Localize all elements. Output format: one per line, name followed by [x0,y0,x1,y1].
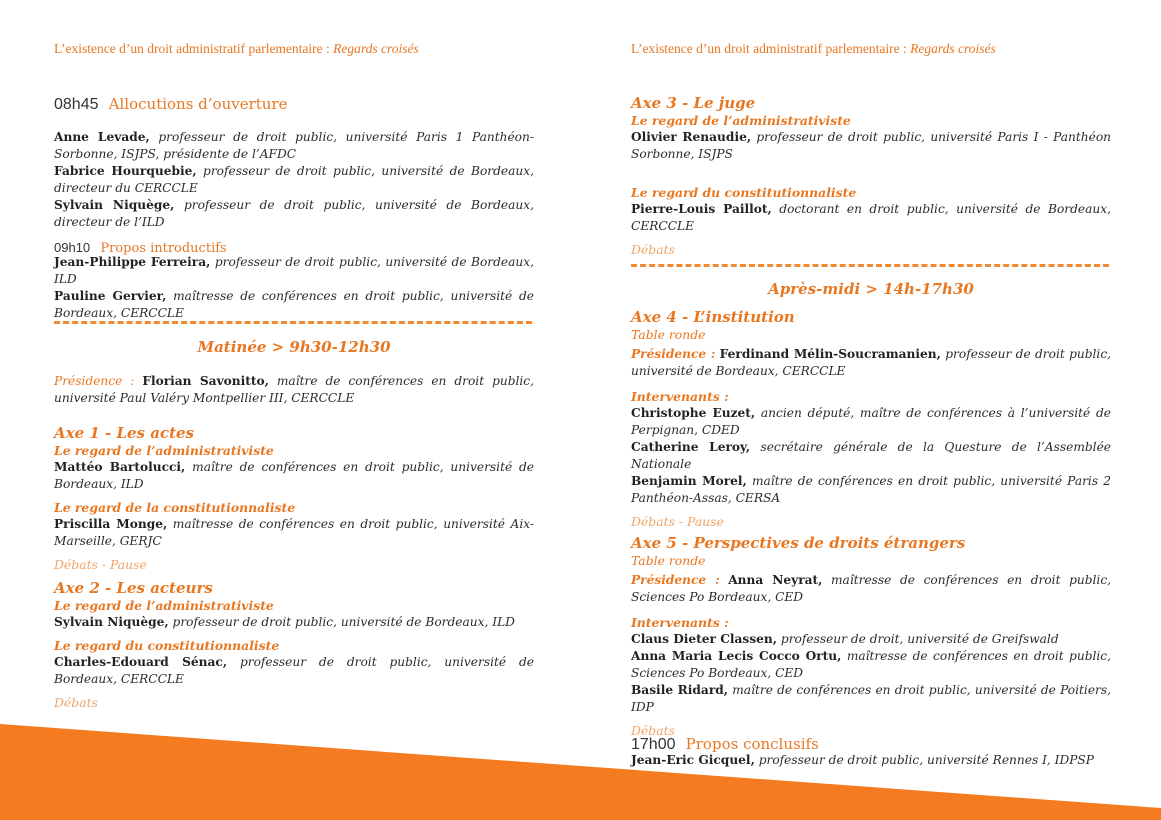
axe3-sub1: Le regard de l’administrativiste [631,113,851,128]
opening-heading [54,94,534,114]
speaker-entry: Christophe Euzet, ancien député, maître de conférences à l’université de Perpignan, CDED [631,406,1112,437]
presidence-desc: maître de conférences en droit public, université Paul Valéry Montpellier III, CERCCLE [54,374,535,405]
speaker-entry: Priscilla Monge, maîtresse de conférences en droit public, université Aix-Marseille, GERJC [54,517,535,548]
speaker-entry: Fabrice Hourquebie, professeur de droit public, université de Bordeaux, directeur du CERCCLE [54,164,534,195]
morning-session-title: Matinée > 9h30-12h30 [197,338,391,356]
opening-speakers [54,129,534,231]
speaker-entry: Charles-Edouard Sénac, professeur de droit public, université de Bordeaux, CERCCLE [54,655,534,686]
running-header-text: L’existence d’un droit administratif parlementaire : [631,41,907,56]
presidence-label: Présidence : [54,374,135,388]
axe4-presidence: Présidence : Ferdinand Mélin-Soucramanien, professeur de droit public, université de Bordeaux, CERCCLE [631,347,1112,378]
speaker-entry: Pauline Gervier, maîtresse de conférences en droit public, université de Bordeaux, CERCCLE [54,289,534,320]
speaker-entry: Pierre-Louis Paillot, doctorant en droit public, université de Bordeaux, CERCCLE [631,202,1111,233]
speaker-entry: Anne Levade, professeur de droit public, université Paris 1 Panthéon-Sorbonne, ISJPS, présidente de l’AFDC [54,130,534,161]
speaker-entry: Catherine Leroy, secrétaire générale de la Questure de l’Assemblée Nationale [631,440,1111,471]
axe5-table-ronde: Table ronde [631,553,706,568]
axe5-section [631,534,1111,739]
running-header-text: L’existence d’un droit administratif parlementaire : [54,41,330,56]
closing-heading [631,734,1111,754]
axe2-sub2: Le regard du constitutionnaliste [54,638,280,653]
axe1-title: Axe 1 - Les actes [54,424,194,442]
dashed-divider [631,264,1109,267]
speaker-entry: Sylvain Niquège, professeur de droit public, université de Bordeaux, directeur de l’ILD [54,198,534,229]
axe5-presidence: Présidence : Anna Neyrat, maîtresse de conférences en droit public, Sciences Po Bordeaux, CED [631,573,1112,604]
intro-title: Propos introductifs [100,241,227,256]
axe3-debats: Débats [631,242,675,257]
axe5-intervenants: Intervenants : [631,615,729,630]
dashed-divider [54,321,532,324]
speaker-entry: Mattéo Bartolucci, maître de conférences en droit public, université de Bordeaux, ILD [54,460,535,491]
axe2-debats: Débats [54,695,98,710]
axe1-section [54,424,534,573]
speaker-entry: Anna Maria Lecis Cocco Ortu, maîtresse de conférences en droit public, Sciences Po Bordeaux, CED [631,649,1111,680]
running-header-left [54,41,419,57]
axe1-debats: Débats - Pause [54,557,147,572]
running-header-italic: Regards croisés [333,41,419,56]
closing-title: Propos conclusifs [685,735,819,753]
axe5-debats: Débats [631,723,675,738]
intro-time: 09h10 [54,240,91,255]
closing-time: 17h00 [631,736,676,753]
closing-speaker [631,752,1111,769]
axe2-sub1: Le regard de l’administrativiste [54,598,274,613]
axe4-intervenants: Intervenants : [631,389,729,404]
axe1-sub2: Le regard de la constitutionnaliste [54,500,296,515]
axe5-title: Axe 5 - Perspectives de droits étrangers [631,534,966,552]
speaker-entry: Jean-Philippe Ferreira, professeur de droit public, université de Bordeaux, ILD [54,255,534,286]
running-header-italic: Regards croisés [910,41,996,56]
axe4-section [631,308,1111,530]
speaker-entry: Basile Ridard, maître de conférences en droit public, université de Poitiers, IDP [631,683,1112,714]
axe3-section [631,94,1111,258]
axe2-section [54,579,534,711]
axe4-table-ronde: Table ronde [631,327,706,342]
axe3-sub2: Le regard du constitutionnaliste [631,185,857,200]
speaker-entry: Olivier Renaudie, professeur de droit public, université Paris I - Panthéon Sorbonne, ISJPS [631,130,1112,161]
morning-presidence [54,373,534,407]
axe1-sub1: Le regard de l’administrativiste [54,443,274,458]
afternoon-session-title: Après-midi > 14h-17h30 [768,280,974,298]
speaker-entry: Sylvain Niquège, professeur de droit public, université de Bordeaux, ILD [54,615,515,629]
speaker-entry: Benjamin Morel, maître de conférences en droit public, université Paris 2 Panthéon-Assas, CERSA [631,474,1111,505]
opening-time: 08h45 [54,96,99,113]
axe4-debats: Débats - Pause [631,514,724,529]
speaker-entry: Claus Dieter Classen, professeur de droit, université de Greifswald [631,632,1059,646]
axe4-title: Axe 4 - L’institution [631,308,795,326]
axe2-title: Axe 2 - Les acteurs [54,579,213,597]
speaker-entry: Jean-Eric Gicquel, professeur de droit public, université Rennes I, IDPSP [631,753,1094,767]
intro-speakers [54,254,534,322]
presidence-name: Florian Savonitto, [142,374,269,388]
axe3-title: Axe 3 - Le juge [631,94,756,112]
running-header-right [631,41,996,57]
opening-title: Allocutions d’ouverture [108,95,288,113]
